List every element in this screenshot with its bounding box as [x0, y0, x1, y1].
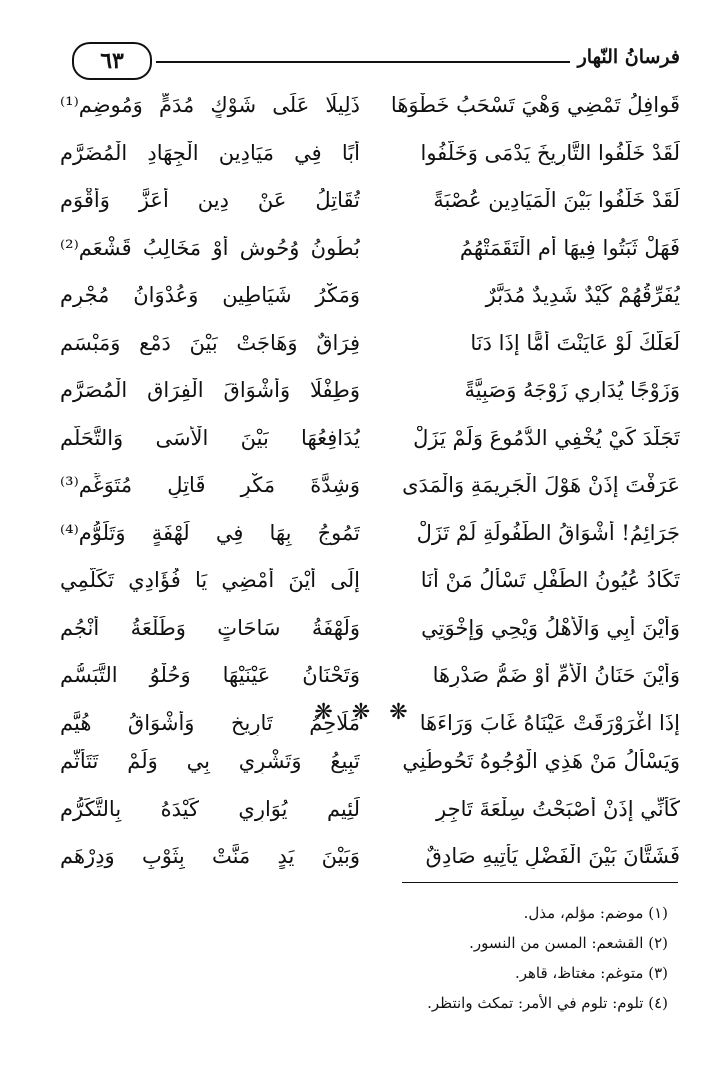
verse-first-hemistich: عَرَفْتَ إِذَنْ هَوْلَ الْجَرِيمَةِ وَالْمَدَى [402, 473, 680, 498]
verse-second-hemistich: لَئِيمٍ يُوَارِي كَيْدَهُ بِالتَّكَرُّمِ [60, 796, 360, 821]
verse-line [60, 82, 680, 130]
verse-second-hemistich: أَبًا فِي مَيَادِينِ الْجِهَادِ الْمُضَرَّمِ [60, 140, 360, 165]
verse-first-hemistich: وَزَوْجًا يُدَارِي زَوْجَهُ وَصَبِيَّةً [464, 378, 680, 403]
poem-section-2 [60, 738, 680, 881]
footnote: (٣) متوغم: مغتاظ، قاهر. [514, 964, 668, 982]
verse-second-hemistich: وَشِدَّةَ مَكْرٍ قَاتِلٍ مُتَوَغِّمِ⁽³⁾ [60, 473, 360, 498]
verse-second-hemistich: فِرَاقٌ وَهَاجَتْ بَيْنَ دَمْعٍ وَمَبْسَمِ [60, 330, 360, 355]
verse-first-hemistich: لَقَدْ خَلَّفُوا التَّارِيخَ يَدْمَى وَخَلَّفُوا [420, 140, 680, 165]
footnote-rule [402, 882, 678, 883]
verse-second-hemistich: ذَلِيلًا عَلَى شَوْكٍ مُدَمٍّ وَمُوضِمِ⁽¹⁾ [60, 93, 360, 118]
verse-second-hemistich: تَمُوجُ بِهَا فِي لَهْفَةٍ وَتَلَوُّمِ⁽⁴⁾ [60, 520, 360, 545]
poem-section-1 [60, 82, 680, 747]
verse-line [60, 462, 680, 510]
verse-line [60, 738, 680, 786]
verse-second-hemistich: بُطُونُ وُحُوشٍ أَوْ مَخَالِبُ قَشْعَمِ⁽²⁾ [60, 235, 360, 260]
verse-first-hemistich: وَيَسْأَلُ مَنْ هَذِي الْوُجُوهُ تَحُوطُنِي [402, 749, 680, 774]
verse-first-hemistich: فَشَتَّانَ بَيْنَ الْفَضْلِ يَأْتِيهِ صَادِقٌ [425, 844, 680, 869]
verse-first-hemistich: تَجَلَّدَ كَيْ يُخْفِي الدُّمُوعَ وَلَمْ يَزَلْ [413, 425, 680, 450]
footnotes [427, 898, 668, 1018]
page-number: ٦٣ [72, 42, 152, 80]
verse-line [60, 510, 680, 558]
verse-line [60, 320, 680, 368]
verse-line [60, 786, 680, 834]
verse-second-hemistich: يُدَافِعُهَا بَيْنَ الْأَسَى وَالتَّحَلُّمِ [60, 425, 360, 450]
verse-second-hemistich: تَبِيعُ وَتَشْرِي بِي وَلَمْ تَتَأَثَّمِ [60, 749, 360, 774]
verse-first-hemistich: كَأَنِّي إِذَنْ أَصْبَحْتُ سِلْعَةَ تَاجِرٍ [436, 796, 680, 821]
verse-second-hemistich: وَبَيْنَ يَدٍ مَنَّتْ بِثَوْبٍ وَدِرْهَمِ [60, 844, 360, 869]
verse-line [60, 177, 680, 225]
footnote: (٤) تلوم: تلوم في الأمر: تمكث وانتظر. [427, 994, 668, 1012]
running-title: فرسانُ النّهار [577, 46, 680, 68]
page-header [60, 40, 680, 80]
verse-line [60, 652, 680, 700]
verse-first-hemistich: يُفَرِّقُهُمْ كَيْدٌ شَدِيدٌ مُدَبَّرٌ [485, 283, 680, 308]
verse-first-hemistich: تَكَادُ عُيُونُ الطِّفْلِ تَسْأَلُ مَنْ أَنَا [420, 568, 680, 593]
verse-first-hemistich: وَأَيْنَ حَنَانُ الْأُمِّ أَوْ ضَمُّ صَدْرِهَا [432, 663, 680, 688]
verse-second-hemistich: وَلَهْفَةُ سَاحَاتٍ وَطَلْعَةُ أَنْجُمِ [60, 615, 360, 640]
footnote: (٢) القشعم: المسن من النسور. [469, 934, 668, 952]
verse-second-hemistich: وَتَحْنَانُ عَيْنَيْهَا وَحُلْوُ التَّبَسُّمِ [60, 663, 360, 688]
verse-first-hemistich: لَعَلَّكَ لَوْ عَايَنْتَ أُمًّا إِذَا دَنَا [470, 330, 680, 355]
verse-second-hemistich: إِلَى أَيْنَ أَمْضِي يَا فُؤَادِي تَكَلَّمِي [60, 568, 360, 593]
verse-second-hemistich: وَطِفْلًا وَأَشْوَاقَ الْفِرَاقِ الْمُصَرَّمِ [60, 378, 360, 403]
verse-first-hemistich: إِذَا اغْرَوْرَقَتْ عَيْنَاهُ غَابَ وَرَاءَهَا [419, 710, 680, 735]
verse-line [60, 415, 680, 463]
verse-line [60, 367, 680, 415]
verse-first-hemistich: قَوافِلُ تَمْضِي وَهْيَ تَسْحَبُ خَطْوَهَا [390, 93, 680, 118]
verse-line [60, 557, 680, 605]
footnote: (١) موضم: مؤلم، مذل. [523, 904, 668, 922]
verse-second-hemistich: تُقَاتِلُ عَنْ دِينٍ أَعَزَّ وَأَقْوَمِ [60, 188, 360, 213]
verse-first-hemistich: جَرَائِمُ! أَشْوَاقُ الطُّفُولَةِ لَمْ تَزَلْ [416, 520, 680, 545]
verse-first-hemistich: لَقَدْ خَلَّفُوا بَيْنَ الْمَيَادِينِ عُصْبَةً [433, 188, 680, 213]
verse-line [60, 225, 680, 273]
verse-first-hemistich: فَهَلْ ثَبَتُوا فِيهَا أَمِ الْتَقَمَتْهُمُ [459, 235, 680, 260]
header-rule [156, 61, 570, 63]
verse-second-hemistich: وَمَكْرُ شَيَاطِينٍ وَعُدْوَانُ مُجْرِمِ [60, 283, 360, 308]
verse-first-hemistich: وَأَيْنَ أَبِي وَالْأَهْلُ وَيْحِي وَإِخْوَتِي [421, 615, 680, 640]
verse-line [60, 833, 680, 881]
verse-second-hemistich: مَلَاحِمُ تَارِيخٍ وَأَشْوَاقُ هُيَّمِ [60, 710, 360, 735]
verse-line [60, 605, 680, 653]
verse-line [60, 130, 680, 178]
section-separator: ❋ ❋ ❋ [314, 700, 414, 725]
verse-line [60, 272, 680, 320]
